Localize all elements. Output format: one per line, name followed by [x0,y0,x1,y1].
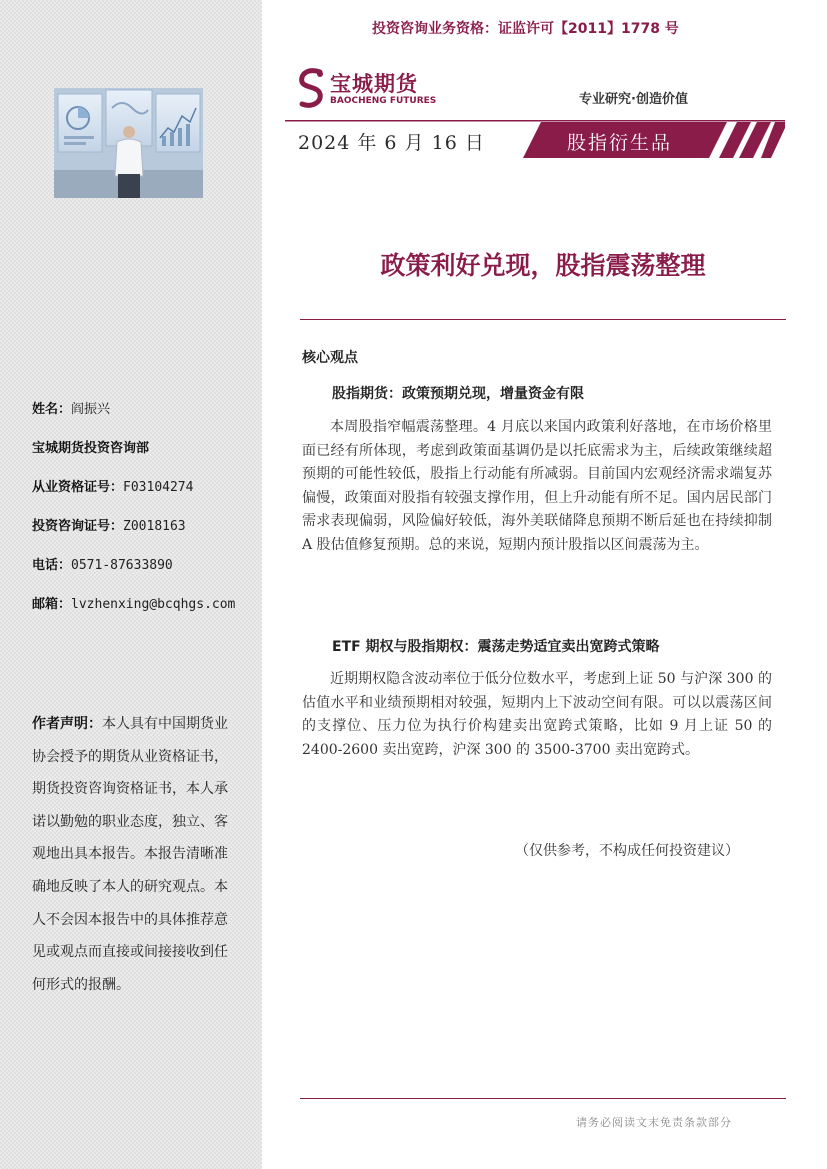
section1-text: 本周股指窄幅震荡整理。4 月底以来国内政策利好落地，在市场价格里面已经有所体现，考虑到政策面基调仍是以托底需求为主，后续政策继续超预期的可能性较低，股指上行动能有所减弱。目前国内宏观经济需求端复苏偏慢，政策面对股指有较强支撑作用，但上升动能有所不足。国内居民部门需求表现偏弱，风险偏好较低，海外美联储降息预期不断后延也在持续抑制 A 股估值修复预期。总的来说，短期内预计股指以区间震荡为主。 [302,419,772,553]
section2-text: 近期期权隐含波动率位于低分位数水平，考虑到上证 50 与沪深 300 的估值水平和业绩预期相对较强，短期内上下波动空间有限。可以以震荡区间的支撑位、压力位为执行价构建卖出宽跨式策略，比如 9 月上证 50 的 2400-2600 卖出宽跨，沪深 300 的 3500-3700 卖出宽跨式。 [302,671,772,758]
phone-line [32,554,173,573]
logo-name-en: BAOCHENG FUTURES [330,96,437,106]
email-label: 邮箱： [32,597,72,612]
statement-label: 作者声明： [32,716,102,732]
core-heading: 核心观点 [302,350,358,366]
qualification-label: 从业资格证号： [32,480,124,495]
footer-note: 请务必阅读文末免责条款部分 [576,1116,732,1129]
phone-label: 电话： [32,558,72,573]
analyst-name-line [32,398,110,417]
section2-title: ETF 期权与股指期权：震荡走势适宜卖出宽跨式策略 [332,639,660,655]
logo-mark-icon [296,66,328,110]
department: 宝城期货投资咨询部 [32,441,150,456]
company-logo [296,66,436,112]
advisory-label: 投资咨询证号： [32,519,124,534]
phone-number: 0571-87633890 [71,558,173,573]
email-line [32,593,235,612]
name-label: 姓名： [32,402,72,417]
title-divider [300,319,786,320]
email-address[interactable]: lvzhenxing@bcqhgs.com [71,597,236,612]
advisory-number: Z0018163 [123,519,186,534]
author-statement [32,708,232,1001]
logo-name-cn: 宝城期货 [330,71,418,96]
investment-disclaimer: （仅供参考，不构成任何投资建议） [515,843,739,859]
license-text: 投资咨询业务资格：证监许可【2011】1778 号 [372,21,679,37]
qualification-number: F03104274 [123,480,194,495]
footer-divider [300,1098,786,1099]
hero-image [54,88,203,198]
statement-text: 本人具有中国期货业协会授予的期货从业资格证书，期货投资咨询资格证书，本人承诺以勤勉的职业态度，独立、客观地出具本报告。本报告清晰准确地反映了本人的研究观点。本人不会因本报告中的具体推荐意见或观点而直接或间接接收到任何形式的报酬。 [32,716,228,993]
slogan: 专业研究·创造价值 [579,92,688,107]
report-date: 2024 年 6 月 16 日 [298,132,485,154]
advisory-line [32,515,186,534]
report-category: 股指衍生品 [567,132,673,154]
sidebar [0,0,262,1169]
section1-title: 股指期货：政策预期兑现，增量资金有限 [332,386,584,402]
report-title: 政策利好兑现，股指震荡整理 [380,251,706,280]
qualification-line [32,476,193,495]
analyst-name: 阎振兴 [71,402,111,417]
